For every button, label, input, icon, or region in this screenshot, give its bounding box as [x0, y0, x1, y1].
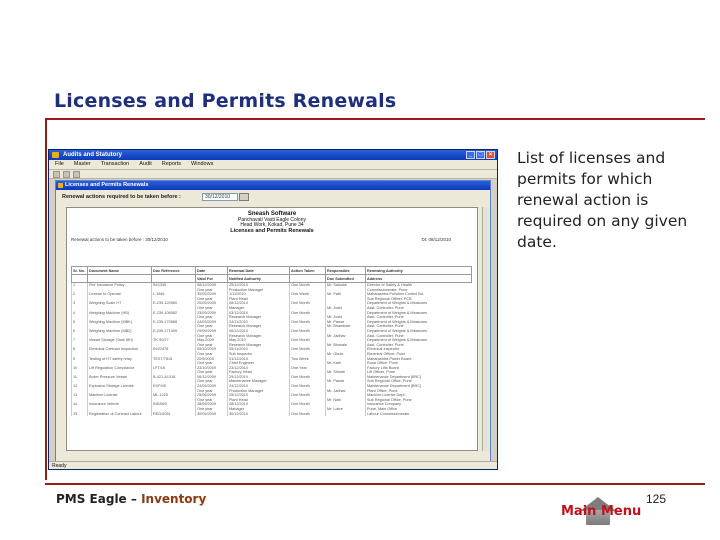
table-cell: Sub Inspector — [228, 352, 290, 357]
table-cell: One year — [196, 379, 228, 384]
menu-audit[interactable]: Audit — [139, 161, 152, 167]
table-cell: 3 — [72, 301, 88, 306]
table-cell: 1/11/2010 — [228, 292, 290, 297]
table-cell: Sub Regional Office, Pune — [366, 398, 472, 403]
table-cell: 8 — [72, 347, 88, 352]
table-cell: Department of Weights & Measures — [366, 301, 472, 306]
table-cell: 20/09/2009 — [196, 301, 228, 306]
app-menubar — [49, 160, 497, 170]
table-cell: One Month — [290, 283, 326, 288]
table-cell: TK-90/27 — [152, 338, 196, 343]
table-cell: Production Manager — [228, 288, 290, 293]
table-cell: 30/12/2010 — [228, 412, 290, 417]
table-cell: May 2009 — [196, 338, 228, 343]
table-cell: Manager — [228, 407, 290, 412]
table-cell: Director of Safety & Health — [366, 283, 472, 288]
table-cell: Mr. Joshi — [326, 315, 366, 320]
table-cell: 29/12/2010 — [228, 375, 290, 380]
table-cell: Mr. Pawar — [326, 320, 366, 325]
table-cell: One Month — [290, 320, 326, 325]
menu-windows[interactable]: Windows — [191, 161, 214, 167]
table-cell: 23/09/2009 — [196, 311, 228, 316]
table-cell: One Month — [290, 375, 326, 380]
table-cell: Department of Weights & Measures — [366, 338, 472, 343]
table-cell: ML-1225 — [152, 393, 196, 398]
table-cell: One year — [196, 361, 228, 366]
table-cell: One Month — [290, 393, 326, 398]
table-cell: Electrical Officer, Pune — [366, 352, 472, 357]
table-cell: 08/12/2010 — [228, 301, 290, 306]
table-cell: One year — [196, 324, 228, 329]
table-cell: E-239-170588 — [152, 320, 196, 325]
table-cell: Asst. Controller, Pune — [366, 324, 472, 329]
table-cell: Research Manager — [228, 315, 290, 320]
col-header: Action Taken — [290, 267, 326, 275]
title-divider — [45, 118, 705, 120]
table-cell: 20/9/2009 — [196, 357, 228, 362]
col-header: Renewal Date — [228, 267, 290, 275]
table-cell: EXP/45 — [152, 384, 196, 389]
col-subheader — [88, 275, 152, 283]
footer-product: Inventory — [141, 492, 207, 506]
table-cell: 30/09/2009 — [196, 412, 228, 417]
table-cell: Fire Insurance Policy — [88, 283, 152, 288]
table-cell: 2 — [72, 292, 88, 297]
table-cell: Maintenance Department (BRC) — [366, 375, 472, 380]
table-cell: Two Week — [290, 357, 326, 362]
table-cell: Boiler Pressure Vessel — [88, 375, 152, 380]
table-cell: One year — [196, 334, 228, 339]
table-cell: Mr. Shinde — [326, 370, 366, 375]
col-subheader: Notified Authority — [228, 275, 290, 283]
table-cell: Lift Regulation Compliance — [88, 366, 152, 371]
table-cell: 12 — [72, 384, 88, 389]
table-cell: Testing of HT safety relay — [88, 357, 152, 362]
table-cell: Factory Head — [228, 370, 290, 375]
table-cell: One Month — [290, 384, 326, 389]
table-cell: 23/12/2010 — [228, 366, 290, 371]
table-cell: Mr. Bhambale — [326, 324, 366, 329]
table-cell: B-421-A1318 — [152, 375, 196, 380]
report-header — [67, 212, 477, 234]
table-cell: One year — [196, 306, 228, 311]
col-header: Sr. No. — [72, 267, 88, 275]
filter-row — [56, 190, 490, 204]
table-cell: 30/09/2009 — [196, 292, 228, 297]
col-subheader — [152, 275, 196, 283]
table-cell: One year — [196, 398, 228, 403]
table-cell: One year — [196, 288, 228, 293]
col-header: Document Name — [88, 267, 152, 275]
table-cell: Maharashtra Pollution Control Bd. — [366, 292, 472, 297]
table-cell: Department of Weights & Measures — [366, 329, 472, 334]
table-cell: Weighing Machine (MBK) — [88, 320, 152, 325]
table-cell: Manager — [228, 306, 290, 311]
table-cell: One Month — [290, 412, 326, 417]
subwindow-title: Licenses and Permits Renewals — [65, 182, 149, 188]
report-left-meta: Renewal actions to be taken before : 30/12/2010 — [71, 237, 168, 243]
table-cell: Explosive Storage License — [88, 384, 152, 389]
table-cell: Weighing Scale HT — [88, 301, 152, 306]
table-cell: 24/12/2010 — [228, 384, 290, 389]
table-cell: E-239-171499 — [152, 329, 196, 334]
table-cell: E-239-106582 — [152, 311, 196, 316]
table-cell: One year — [196, 315, 228, 320]
report-right-meta: Dt: 08/12/2010 — [421, 237, 451, 243]
table-cell: Research Manager — [228, 334, 290, 339]
table-cell: Insurance Vehicle — [88, 402, 152, 407]
slide-title: Licenses and Permits Renewals — [54, 90, 397, 112]
table-cell: Electrical Inspector — [366, 347, 472, 352]
table-cell: Electrical Contract Inspection — [88, 347, 152, 352]
table-cell: 06/12/2009 — [196, 375, 228, 380]
table-cell: 11 — [72, 375, 88, 380]
table-cell: One year — [196, 407, 228, 412]
slide-description: List of licenses and permits for which renewal action is required on any given date. — [517, 149, 688, 251]
footer-separator: – — [126, 492, 142, 506]
app-toolbar — [49, 170, 497, 179]
table-cell: Chief Engineer — [228, 361, 290, 366]
col-subheader — [290, 275, 326, 283]
report-address-2: Head Work, Kokad, Pune 34 — [240, 222, 304, 229]
table-cell: Weighing Machine (HB) — [88, 311, 152, 316]
table-cell: Mr. Jadhav — [326, 389, 366, 394]
table-cell: Department of Weights & Measures — [366, 311, 472, 316]
col-subheader: Doc Submitted — [326, 275, 366, 283]
table-cell: 28/12/2010 — [228, 402, 290, 407]
table-cell: 24/09/2009 — [196, 320, 228, 325]
footer-divider — [45, 483, 705, 485]
left-divider — [45, 120, 47, 480]
menu-file[interactable]: File — [55, 161, 64, 167]
subwindow-icon — [58, 183, 63, 188]
table-cell — [326, 412, 366, 417]
table-cell: Asst. Controller, Pune — [366, 334, 472, 339]
table-cell: Mr. Lokre — [326, 407, 366, 412]
table-cell: License to Operate — [88, 292, 152, 297]
table-cell: 25/12/2010 — [228, 283, 290, 288]
table-cell: Plant Head — [228, 297, 290, 302]
table-cell: Maintenance Department (BRC) — [366, 384, 472, 389]
table-cell: Plant Office, Pune — [366, 389, 472, 394]
table-cell: 9 — [72, 357, 88, 362]
table-cell: Mr. Pawar — [326, 379, 366, 384]
table-cell: 15 — [72, 412, 88, 417]
col-subheader — [72, 275, 88, 283]
report-subheader-row — [72, 275, 472, 283]
maximize-icon[interactable]: □ — [476, 151, 485, 159]
table-cell: Mr. Naik — [326, 398, 366, 403]
date-picker-button[interactable] — [239, 193, 249, 201]
table-cell: One year — [196, 343, 228, 348]
table-cell: 14 — [72, 402, 88, 407]
menu-transaction[interactable]: Transaction — [100, 161, 130, 167]
table-cell: Maintenance Manager — [228, 379, 290, 384]
menu-reports[interactable]: Reports — [161, 161, 182, 167]
table-cell: Mr. Jadhav — [326, 334, 366, 339]
col-header: Renewing Authority — [366, 267, 472, 275]
table-cell: TEST/7815 — [152, 357, 196, 362]
table-cell: 24/06/2009 — [196, 384, 228, 389]
table-cell: One Month — [290, 329, 326, 334]
table-cell: One Month — [290, 311, 326, 316]
table-cell: Mr. Bhosale — [326, 343, 366, 348]
report-scrollbar[interactable] — [482, 207, 490, 451]
app-icon — [52, 152, 59, 158]
report-table-body — [72, 283, 472, 417]
table-cell: Weighing Machine (MB2) — [88, 329, 152, 334]
close-icon[interactable]: × — [486, 151, 495, 159]
toolbar-button[interactable] — [63, 171, 70, 178]
footer-brand: PMS Eagle — [56, 492, 127, 506]
table-cell: 03/12/2010 — [228, 311, 290, 316]
table-cell: Department of Weights & Measures — [366, 320, 472, 325]
app-window-title: Audits and Statutory — [63, 152, 123, 158]
table-cell: Production Manager — [228, 389, 290, 394]
app-titlebar — [49, 150, 497, 160]
table-cell: Vessel Storage (Tank 8Kl) — [88, 338, 152, 343]
table-cell: One year — [196, 297, 228, 302]
col-header: Date — [196, 267, 228, 275]
table-cell: Registration of Contract Labour — [88, 412, 152, 417]
table-cell: 06/12/2010 — [228, 329, 290, 334]
main-menu-button[interactable] — [552, 497, 644, 529]
table-cell: Insurance Company — [366, 402, 472, 407]
table-cell: Factory Lifts Board — [366, 366, 472, 371]
table-cell: Research Manager — [228, 324, 290, 329]
table-cell: 13 — [72, 393, 88, 398]
table-cell: 23/10/2009 — [196, 366, 228, 371]
table-cell: Machine License Dept. — [366, 393, 472, 398]
table-cell: Mr. Patil — [326, 292, 366, 297]
table-cell: INS/669 — [152, 402, 196, 407]
table-cell: 24/11/2010 — [228, 320, 290, 325]
table-cell: 6 — [72, 329, 88, 334]
table-cell: Lift Officer, Pune — [366, 370, 472, 375]
table-cell: 25/12/2010 — [228, 393, 290, 398]
table-cell: Mr. Joshi — [326, 306, 366, 311]
table-cell: Asst. Controller, Pune — [366, 315, 472, 320]
report-company: Sneash Software — [247, 211, 297, 217]
table-cell: 05/10/2009 — [196, 347, 228, 352]
table-cell: E-239-120580 — [152, 301, 196, 306]
filter-label: Renewal actions required to be taken before : — [62, 194, 181, 200]
report-header-row — [72, 267, 472, 275]
report-meta — [67, 237, 477, 244]
main-menu-label: Main Menu — [561, 504, 642, 519]
col-subheader: Valid For — [196, 275, 228, 283]
table-cell: Research Manager — [228, 343, 290, 348]
date-input[interactable]: 30/12/2010 — [202, 193, 238, 201]
table-cell: 10 — [72, 366, 88, 371]
menu-master[interactable]: Master — [73, 161, 91, 167]
table-cell: One Month — [290, 301, 326, 306]
table-cell: REG/4051 — [152, 412, 196, 417]
col-subheader: Address — [366, 275, 472, 283]
table-row — [72, 412, 472, 417]
table-cell: LFT/16 — [152, 366, 196, 371]
report-title: Licenses and Permits Renewals — [230, 227, 314, 234]
table-cell: 1 — [72, 283, 88, 288]
table-cell: Machine License — [88, 393, 152, 398]
table-cell: 5 — [72, 320, 88, 325]
table-cell: May 2010 — [228, 338, 290, 343]
table-cell: Commissionerate, Pune — [366, 288, 472, 293]
table-cell: 08/12/2009 — [196, 283, 228, 288]
report-preview — [66, 207, 478, 451]
footer-brand-line — [56, 492, 206, 506]
app-screenshot-window — [48, 149, 498, 470]
table-cell: One Week — [290, 292, 326, 297]
table-cell: Rural Office, Pune — [366, 361, 472, 366]
table-cell: 28/09/2009 — [196, 402, 228, 407]
table-cell: Asst. Controller, Pune — [366, 343, 472, 348]
table-cell: 4 — [72, 311, 88, 316]
table-cell: Mr. Kale — [326, 361, 366, 366]
subwindow-titlebar — [56, 181, 490, 190]
table-cell: 7 — [72, 338, 88, 343]
table-cell: One year — [196, 352, 228, 357]
table-cell: One Year — [290, 366, 326, 371]
report-subwindow — [55, 180, 491, 463]
table-cell: One year — [196, 389, 228, 394]
minimize-icon[interactable]: _ — [466, 151, 475, 159]
table-cell: Sub Regional Office, Pune — [366, 379, 472, 384]
table-cell: 29/09/2009 — [196, 329, 228, 334]
report-table — [71, 266, 472, 416]
table-cell: 05/11/2010 — [228, 347, 290, 352]
table-cell: One Month — [290, 347, 326, 352]
table-cell: Plant Head — [228, 398, 290, 403]
table-cell: 25/06/2009 — [196, 393, 228, 398]
app-statusbar: Ready — [49, 461, 497, 469]
report-address: Panchavati Vasti Eagle Colony — [237, 216, 306, 223]
table-cell: One year — [196, 370, 228, 375]
table-cell: One Month — [290, 338, 326, 343]
table-cell: Mr. Salunke — [326, 283, 366, 288]
col-header: Doc Reference — [152, 267, 196, 275]
toolbar-button[interactable] — [73, 171, 80, 178]
table-cell: Pune, Main Office — [366, 407, 472, 412]
table-cell: Mr. Ghule — [326, 352, 366, 357]
page-number: 125 — [646, 492, 667, 506]
table-cell: IN/22478 — [152, 347, 196, 352]
window-controls — [466, 151, 495, 159]
table-cell: Maharashtra Power Board — [366, 357, 472, 362]
table-cell: IN/1345 — [152, 283, 196, 288]
table-cell: 01/12/2010 — [228, 357, 290, 362]
table-cell: Asst. Controller, Pune — [366, 306, 472, 311]
table-cell: L-3661 — [152, 292, 196, 297]
table-cell: Sub Regional Officer, PCB — [366, 297, 472, 302]
table-cell: Labour Commissionerate — [366, 412, 472, 417]
toolbar-button[interactable] — [53, 171, 60, 178]
table-cell: One Month — [290, 402, 326, 407]
col-header: Responsible — [326, 267, 366, 275]
